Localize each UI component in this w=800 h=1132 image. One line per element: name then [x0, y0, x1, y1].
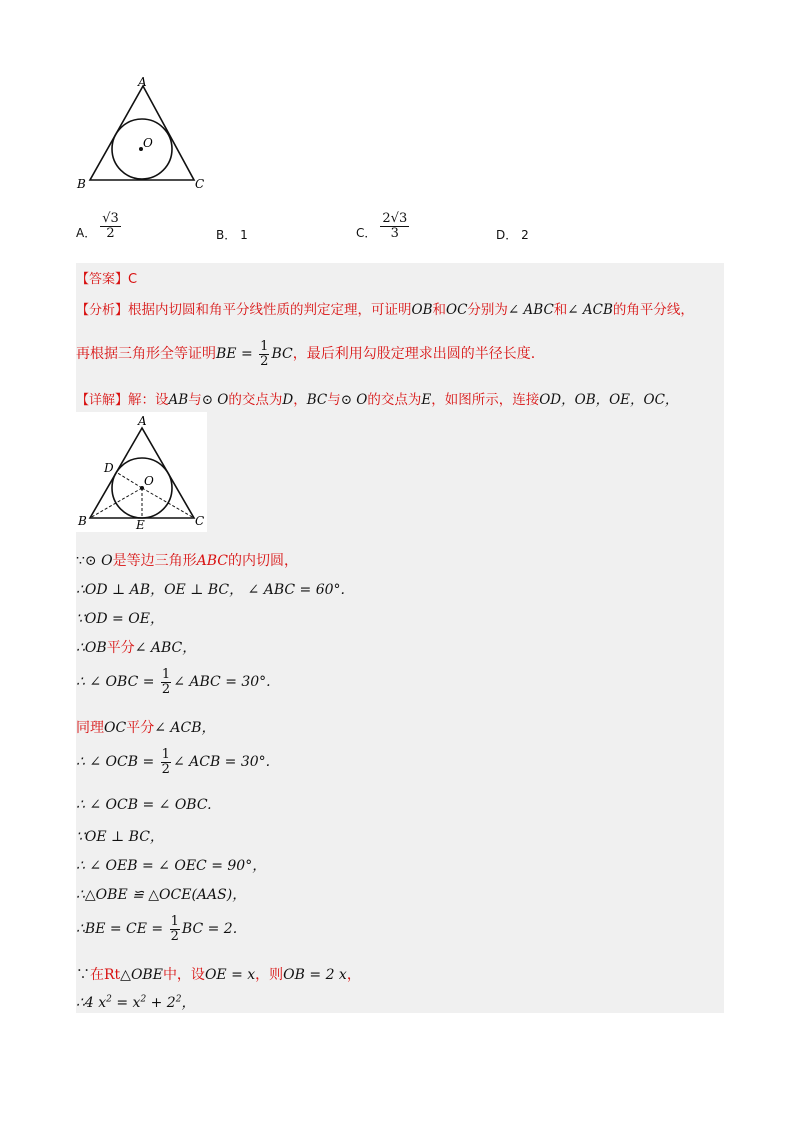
analysis-line-1: 【分析】根据内切圆和角平分线性质的判定定理，可证明OB和OC分别为∠ ABC和∠ ACB的角平分线， [76, 302, 694, 318]
analysis-line-2: 再根据三角形全等证明BE = $\frac{1}{2}$ BC，最后利用勾股定理求出圆的半径长度. [76, 339, 536, 369]
label-A: A [138, 75, 147, 89]
answer-line: 【答案】C [76, 272, 138, 287]
answer-choices [76, 212, 676, 256]
step-14: ∴4 $x^2 = x^2 + 2^2$， [76, 994, 196, 1011]
label-A: A [138, 414, 147, 428]
choice-d[interactable]: D． 2 [496, 228, 529, 242]
triangle [90, 86, 194, 180]
choice-c[interactable]: C． $\frac{2√3}{3}$ [356, 211, 408, 241]
step-4: ∴OB平分∠ ABC， [76, 640, 197, 656]
step-5: ∴ ∠ OBC = $\frac{1}{2}$ ∠ ABC = 30°. [76, 667, 271, 697]
step-11: ∴△OBE ≌ △OCE(AAS)， [76, 887, 247, 903]
step-9: ∵OE ⊥ BC， [76, 829, 164, 845]
choice-b[interactable]: B． 1 [216, 228, 248, 242]
choice-a[interactable]: A． $\frac{√3}{2}$ [76, 211, 119, 241]
figure-triangle-incircle [70, 72, 220, 192]
step-12: ∴BE = CE = $\frac{1}{2}$ BC = 2. [76, 914, 238, 944]
label-E: E [136, 518, 145, 532]
step-3: ∵OD = OE， [76, 611, 164, 627]
step-2: ∴OD ⊥ AB，OE ⊥ BC， ∠ ABC = 60°. [76, 582, 345, 598]
step-6: 同理OC平分∠ ACB， [76, 720, 216, 736]
step-8: ∴ ∠ OCB = ∠ OBC. [76, 797, 212, 813]
step-13: ∵在Rt△OBE中，设OE = x，则OB = 2 x， [76, 967, 361, 983]
label-O: O [143, 136, 153, 150]
label-C: C [195, 177, 205, 191]
label-B: B [77, 177, 86, 191]
step-7: ∴ ∠ OCB = $\frac{1}{2}$ ∠ ACB = 30°. [76, 747, 271, 777]
label-D: D [104, 461, 114, 475]
label-C: C [195, 514, 205, 528]
label-B: B [78, 514, 87, 528]
step-1: ∵⊙ O是等边三角形ABC的内切圆， [76, 553, 298, 569]
step-10: ∴ ∠ OEB = ∠ OEC = 90°， [76, 858, 267, 874]
label-O: O [144, 474, 154, 488]
detail-line: 【详解】解：设AB与⊙ O的交点为D，BC与⊙ O的交点为E，如图所示，连接OD，OB，OE，OC， [76, 392, 679, 408]
figure-triangle-construction [76, 412, 207, 532]
